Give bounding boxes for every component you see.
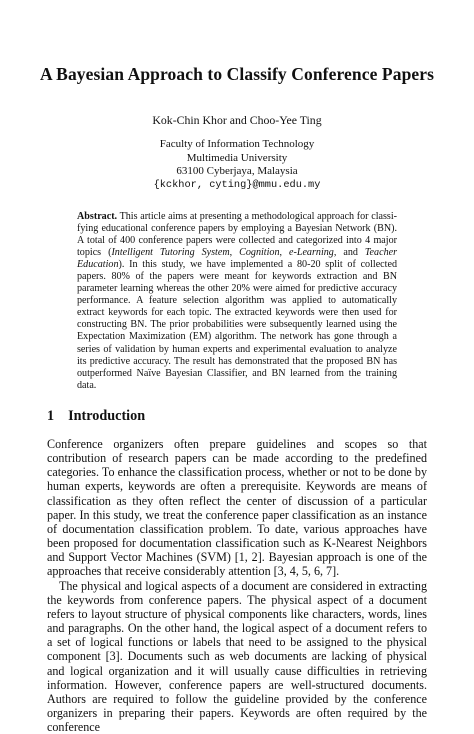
topic-cognition: Cognition bbox=[239, 247, 280, 259]
body-text bbox=[47, 437, 427, 734]
section-heading bbox=[47, 408, 145, 425]
affiliation-address: 63100 Cyberjaya, Malaysia bbox=[176, 165, 298, 177]
abstract-text: , and bbox=[333, 247, 365, 259]
abstract bbox=[77, 211, 397, 392]
author-list: Kok-Chin Khor and Choo-Yee Ting bbox=[152, 113, 322, 127]
abstract-text: , bbox=[229, 247, 240, 259]
abstract-text: , bbox=[279, 247, 289, 259]
body-paragraph: Conference organizers often prepare guidelines and scopes so that contribution of research papers can be made according to the predefined categories. To enhance the classification process, whether or not to be done by human experts, keywords are often a prerequisite. Keywords are means of classification as they often reflect the center of discussion of a particular paper. In this study, we treat the conference paper classification as an instance of documentation classification problem. To date, various approaches have been proposed for documentation classification such as K-Nearest Neighbors and Support Vector Machines (SVM) [1, 2]. Bayesian approach is one of the approaches that receive considerably attention [3, 4, 5, 6, 7]. bbox=[47, 437, 427, 579]
topic-teacher-education: Teacher Education bbox=[77, 247, 398, 271]
affiliation-university: Multimedia University bbox=[186, 151, 288, 164]
paper-title: A Bayesian Approach to Classify Conference Papers bbox=[39, 64, 435, 84]
section-number: 1 bbox=[47, 408, 55, 424]
affiliation-block bbox=[0, 138, 474, 192]
abstract-text: ). In this study, we have implemented a 80-20 split of collected papers. 80% of the papers were meant for keywords extraction and BN parameter learning whereas the other 20% were aimed for predictive accuracy performance. A feature selection algorithm was applied to automatically extract keywords for each topic. The extracted keywords were then used for constructing BN. The prior probabilities were subsequently learned using the Expectation Maximization (EM) algorithm. The network has gone through a series of validation by human experts and experimental evaluation to analyze its predictive accuracy. The result has demonstrated that the proposed BN has outperformed Naïve Bayesian Classifier, and BN learned from the training data. bbox=[77, 259, 397, 391]
topic-its: Intelligent Tutoring System bbox=[111, 247, 230, 259]
body-paragraph: The physical and logical aspects of a document are considered in extracting the keywords from conference papers. The physical aspect of a document refers to layout structure of physical components like characters, words, lines and paragraphs. On the other hand, the logical aspect of a document refers to a set of logical functions or labels that need to be assigned to the physical component [3]. Documents such as web documents are lacking of physical and logical organization and it will usually cause difficulties in retrieving information. However, conference papers are well-structured documents. Authors are required to follow the guideline provided by the conference organizers in preparing their papers. Keywords are often required by the conference bbox=[47, 578, 427, 734]
abstract-label: Abstract. bbox=[77, 211, 118, 222]
section-title: Introduction bbox=[68, 408, 146, 424]
abstract-text: This article aims at presenting a methodological approach for classifying educational conference papers by employing a Bayesian Network (BN). A total of 400 conference papers were collected and categorized into 4 major topics ( bbox=[77, 211, 398, 259]
author-email: {kckhor, cyting}@mmu.edu.my bbox=[153, 178, 321, 191]
affiliation-faculty: Faculty of Information Technology bbox=[159, 138, 315, 150]
topic-elearning: e-Learning bbox=[289, 247, 334, 259]
